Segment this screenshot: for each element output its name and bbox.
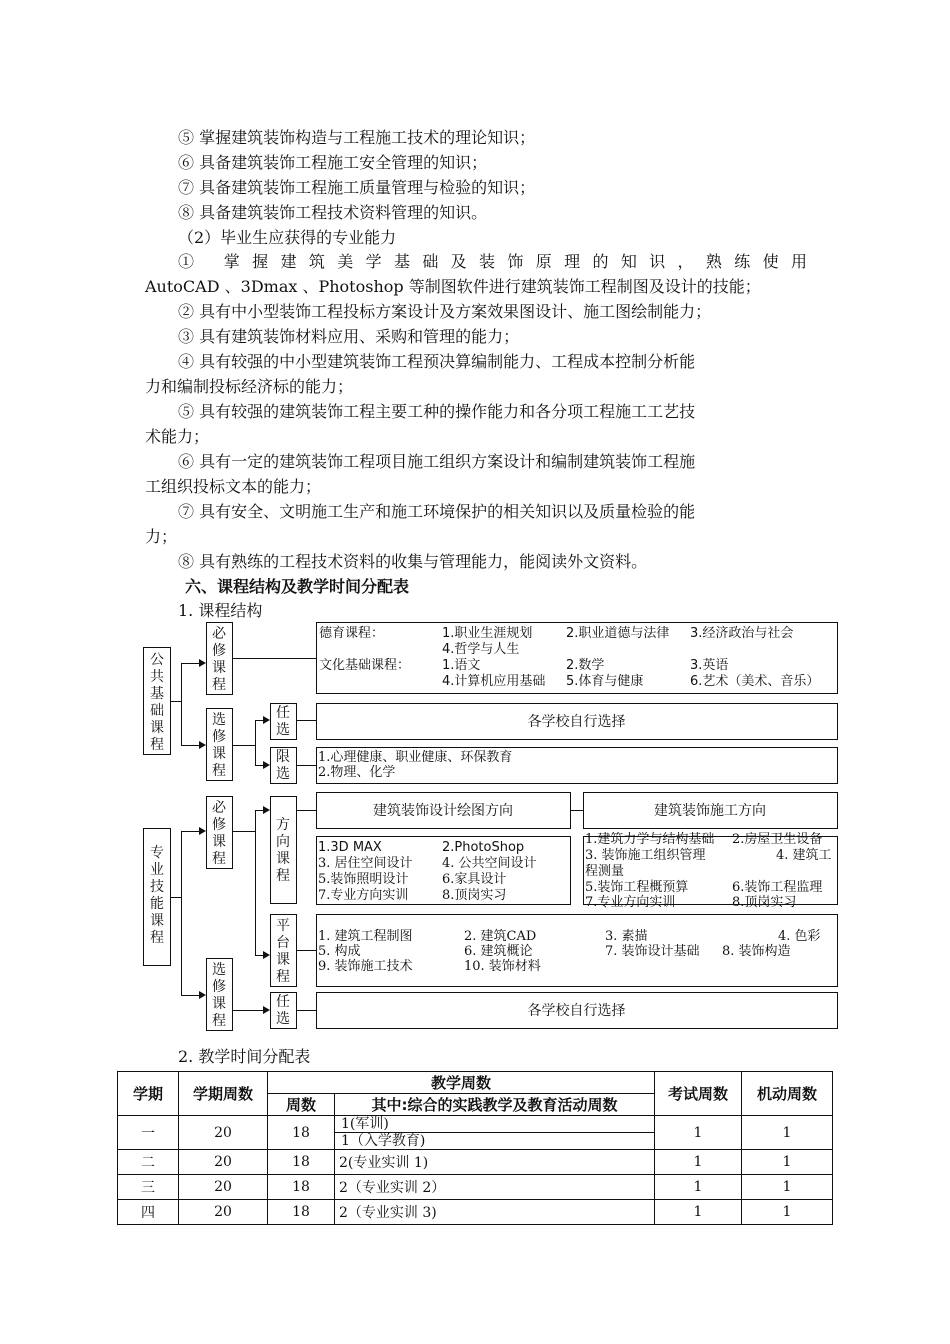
public-optional-courses-box bbox=[316, 703, 838, 740]
moral-course: 4.哲学与人生 bbox=[442, 642, 520, 657]
cell-count: 18 bbox=[268, 1150, 335, 1175]
construction-course: 5.装饰工程概预算 bbox=[585, 880, 689, 895]
construction-course: 4. 建筑工 bbox=[776, 848, 832, 863]
professional-required-box bbox=[206, 796, 233, 869]
cell-practice bbox=[335, 1116, 655, 1150]
cell-flex: 1 bbox=[742, 1150, 833, 1175]
ability-1-line2: AutoCAD 、3Dmax 、Photoshop 等制图软件进行建筑装饰工程制图及设计的技能； bbox=[145, 277, 761, 296]
platform-course: 8. 装饰构造 bbox=[722, 944, 791, 959]
culture-course: 6.艺术（美术、音乐） bbox=[690, 674, 820, 689]
construction-course: 3. 装饰施工组织管理 bbox=[585, 848, 706, 863]
cell-term: 二 bbox=[118, 1150, 179, 1175]
moral-course: 1.职业生涯规划 bbox=[442, 626, 533, 641]
ability-1-line1: ① 掌握建筑美学基础及装饰原理的知识，熟练使用 bbox=[178, 252, 807, 271]
optional-label: 任选 bbox=[276, 994, 290, 1027]
design-course: 8.顶岗实习 bbox=[442, 888, 507, 903]
moral-course: 3.经济政治与社会 bbox=[690, 626, 794, 641]
public-limited-courses-box bbox=[316, 747, 838, 784]
cell-exam: 1 bbox=[655, 1175, 742, 1200]
culture-course: 4.计算机应用基础 bbox=[442, 674, 546, 689]
culture-label: 文化基础课程： bbox=[319, 658, 411, 673]
platform-course: 4. 色彩 bbox=[778, 929, 821, 944]
direction-label: 方向课程 bbox=[276, 817, 290, 884]
connector bbox=[297, 950, 316, 951]
public-limited-box bbox=[270, 747, 297, 784]
connector bbox=[181, 745, 201, 746]
platform-course: 10. 装饰材料 bbox=[464, 959, 541, 974]
culture-course: 3.英语 bbox=[690, 658, 729, 673]
moral-label: 德育课程： bbox=[319, 626, 385, 641]
cell-flex: 1 bbox=[742, 1175, 833, 1200]
ability-heading: （2）毕业生应获得的专业能力 bbox=[178, 228, 397, 247]
header-term-weeks: 学期周数 bbox=[179, 1072, 268, 1116]
design-courses-box bbox=[316, 836, 571, 905]
knowledge-item-7: ⑦ 具备建筑装饰工程施工质量管理与检验的知识； bbox=[178, 178, 536, 197]
ability-8: ⑧ 具有熟练的工程技术资料的收集与管理能力，能阅读外文资料。 bbox=[178, 552, 648, 571]
header-practice-weeks: 其中:综合的实践教学及教育活动周数 bbox=[335, 1094, 655, 1116]
professional-optional-box bbox=[270, 992, 297, 1029]
arrow-icon bbox=[263, 806, 270, 814]
connector bbox=[297, 810, 316, 811]
practice-line: 1（入学教育) bbox=[341, 1133, 426, 1149]
public-basic-box bbox=[143, 647, 171, 755]
connector bbox=[181, 995, 201, 996]
platform-course: 6. 建筑概论 bbox=[464, 944, 533, 959]
arrow-icon bbox=[263, 1006, 270, 1014]
limited-label: 限选 bbox=[276, 749, 290, 782]
connector bbox=[181, 663, 182, 745]
table-row bbox=[118, 1200, 833, 1225]
ability-3: ③ 具有建筑装饰材料应用、采购和管理的能力； bbox=[178, 327, 520, 346]
required-label: 必修课程 bbox=[212, 626, 226, 693]
school-choice-text: 各学校自行选择 bbox=[527, 1003, 626, 1019]
public-elective-box bbox=[206, 708, 233, 781]
cell-exam: 1 bbox=[655, 1150, 742, 1175]
cell-weeks: 20 bbox=[179, 1150, 268, 1175]
connector bbox=[297, 765, 316, 766]
connector bbox=[233, 745, 255, 746]
practice-line: 1(军训) bbox=[335, 1116, 654, 1133]
header-week-count: 周数 bbox=[268, 1094, 335, 1116]
cell-practice: 2（专业实训 3) bbox=[335, 1200, 655, 1225]
construction-course: 8.顶岗实习 bbox=[732, 895, 797, 910]
elective-label: 选修课程 bbox=[212, 962, 226, 1029]
connector bbox=[233, 831, 255, 832]
connector bbox=[233, 658, 316, 659]
arrow-icon bbox=[199, 741, 206, 749]
knowledge-item-5: ⑤ 掌握建筑装饰构造与工程施工技术的理论知识； bbox=[178, 128, 536, 147]
cell-weeks: 20 bbox=[179, 1116, 268, 1150]
cell-practice: 2(专业实训 1) bbox=[335, 1150, 655, 1175]
ability-2: ② 具有中小型装饰工程投标方案设计及方案效果图设计、施工图绘制能力； bbox=[178, 302, 712, 321]
platform-label: 平台课程 bbox=[276, 918, 290, 985]
public-basic-label: 公共基础课程 bbox=[150, 652, 164, 753]
cell-count: 18 bbox=[268, 1200, 335, 1225]
connector bbox=[297, 1010, 316, 1011]
connector bbox=[171, 701, 181, 702]
arrow-icon bbox=[263, 951, 270, 959]
optional-label: 任选 bbox=[276, 705, 290, 738]
table-row bbox=[118, 1175, 833, 1200]
public-optional-box bbox=[270, 703, 297, 740]
platform-course: 1. 建筑工程制图 bbox=[318, 929, 413, 944]
design-direction-box bbox=[316, 792, 571, 829]
design-course: 2.PhotoShop bbox=[442, 840, 525, 855]
ability-4-line2: 力和编制投标经济标的能力； bbox=[145, 377, 354, 396]
cell-exam: 1 bbox=[655, 1200, 742, 1225]
table-row bbox=[118, 1116, 833, 1150]
construction-courses-box bbox=[583, 832, 838, 910]
header-flex-weeks: 机动周数 bbox=[742, 1072, 833, 1116]
cell-weeks: 20 bbox=[179, 1175, 268, 1200]
cell-term: 三 bbox=[118, 1175, 179, 1200]
cell-practice: 2（专业实训 2） bbox=[335, 1175, 655, 1200]
cell-flex: 1 bbox=[742, 1200, 833, 1225]
design-course: 6.家具设计 bbox=[442, 872, 507, 887]
platform-course: 7. 装饰设计基础 bbox=[605, 944, 700, 959]
limited-course: 1.心理健康、职业健康、环保教育 bbox=[318, 750, 513, 765]
platform-course: 9. 装饰施工技术 bbox=[318, 959, 413, 974]
design-direction-title: 建筑装饰设计绘图方向 bbox=[373, 803, 513, 819]
cell-weeks: 20 bbox=[179, 1200, 268, 1225]
construction-course: 1.建筑力学与结构基础 bbox=[585, 832, 715, 847]
public-required-courses-box bbox=[316, 622, 838, 694]
platform-course: 3. 素描 bbox=[605, 929, 648, 944]
connector bbox=[233, 1010, 265, 1011]
platform-course: 2. 建筑CAD bbox=[464, 929, 537, 944]
connector bbox=[181, 831, 201, 832]
connector bbox=[571, 810, 583, 811]
ability-5-line1: ⑤ 具有较强的建筑装饰工程主要工种的操作能力和各分项工程施工工艺技 bbox=[178, 402, 696, 421]
cell-count: 18 bbox=[268, 1175, 335, 1200]
design-course: 5.装饰照明设计 bbox=[318, 872, 409, 887]
teaching-time-table bbox=[117, 1071, 833, 1225]
limited-course: 2.物理、化学 bbox=[318, 765, 396, 780]
design-course: 7.专业方向实训 bbox=[318, 888, 409, 903]
cell-flex: 1 bbox=[742, 1116, 833, 1150]
culture-course: 2.数学 bbox=[566, 658, 605, 673]
platform-course-box bbox=[270, 914, 297, 987]
cell-exam: 1 bbox=[655, 1116, 742, 1150]
arrow-icon bbox=[199, 827, 206, 835]
construction-course: 2.房屋卫生设备 bbox=[732, 832, 823, 847]
moral-course: 2.职业道德与法律 bbox=[566, 626, 670, 641]
arrow-icon bbox=[199, 991, 206, 999]
construction-direction-title: 建筑装饰施工方向 bbox=[654, 803, 766, 819]
design-course: 3. 居住空间设计 bbox=[318, 856, 413, 871]
arrow-icon bbox=[199, 659, 206, 667]
required-label: 必修课程 bbox=[212, 800, 226, 867]
connector bbox=[297, 720, 316, 721]
school-choice-text: 各学校自行选择 bbox=[527, 714, 626, 730]
construction-course: 6.装饰工程监理 bbox=[732, 880, 823, 895]
direction-course-box bbox=[270, 796, 297, 904]
section-6-heading: 六、课程结构及教学时间分配表 bbox=[185, 577, 410, 596]
ability-5-line2: 术能力； bbox=[145, 427, 210, 446]
knowledge-item-6: ⑥ 具备建筑装饰工程施工安全管理的知识； bbox=[178, 153, 488, 172]
cell-term: 一 bbox=[118, 1116, 179, 1150]
professional-optional-courses-box bbox=[316, 992, 838, 1029]
platform-courses-box bbox=[316, 914, 838, 987]
connector bbox=[181, 663, 201, 664]
construction-course: 程测量 bbox=[585, 864, 625, 879]
ability-6-line1: ⑥ 具有一定的建筑装饰工程项目施工组织方案设计和编制建筑装饰工程施 bbox=[178, 452, 696, 471]
header-term: 学期 bbox=[118, 1072, 179, 1116]
ability-6-line2: 工组织投标文本的能力； bbox=[145, 477, 322, 496]
header-exam-weeks: 考试周数 bbox=[655, 1072, 742, 1116]
cell-count: 18 bbox=[268, 1116, 335, 1150]
table-row bbox=[118, 1150, 833, 1175]
culture-course: 1.语文 bbox=[442, 658, 481, 673]
professional-skill-label: 专业技能课程 bbox=[150, 845, 164, 946]
culture-course: 5.体育与健康 bbox=[566, 674, 644, 689]
sub-heading-course-structure: 1. 课程结构 bbox=[178, 601, 263, 620]
elective-label: 选修课程 bbox=[212, 712, 226, 779]
construction-course: 7.专业方向实训 bbox=[585, 895, 676, 910]
professional-skill-box bbox=[143, 828, 171, 966]
ability-4-line1: ④ 具有较强的中小型建筑装饰工程预决算编制能力、工程成本控制分析能 bbox=[178, 352, 696, 371]
knowledge-item-8: ⑧ 具备建筑装饰工程技术资料管理的知识。 bbox=[178, 203, 488, 222]
ability-7-line2: 力； bbox=[145, 527, 178, 546]
cell-term: 四 bbox=[118, 1200, 179, 1225]
arrow-icon bbox=[263, 761, 270, 769]
design-course: 1.3D MAX bbox=[318, 840, 382, 855]
sub-heading-time-allocation: 2. 教学时间分配表 bbox=[178, 1047, 311, 1066]
public-required-box bbox=[206, 622, 233, 695]
construction-direction-box bbox=[583, 792, 838, 829]
connector bbox=[171, 897, 181, 898]
platform-course: 5. 构成 bbox=[318, 944, 361, 959]
connector bbox=[255, 810, 256, 955]
arrow-icon bbox=[263, 716, 270, 724]
connector bbox=[181, 831, 182, 995]
ability-7-line1: ⑦ 具有安全、文明施工生产和施工环境保护的相关知识以及质量检验的能 bbox=[178, 502, 696, 521]
design-course: 4. 公共空间设计 bbox=[442, 856, 537, 871]
professional-elective-box bbox=[206, 958, 233, 1031]
connector bbox=[255, 720, 256, 765]
header-teaching-weeks: 教学周数 bbox=[268, 1072, 655, 1094]
